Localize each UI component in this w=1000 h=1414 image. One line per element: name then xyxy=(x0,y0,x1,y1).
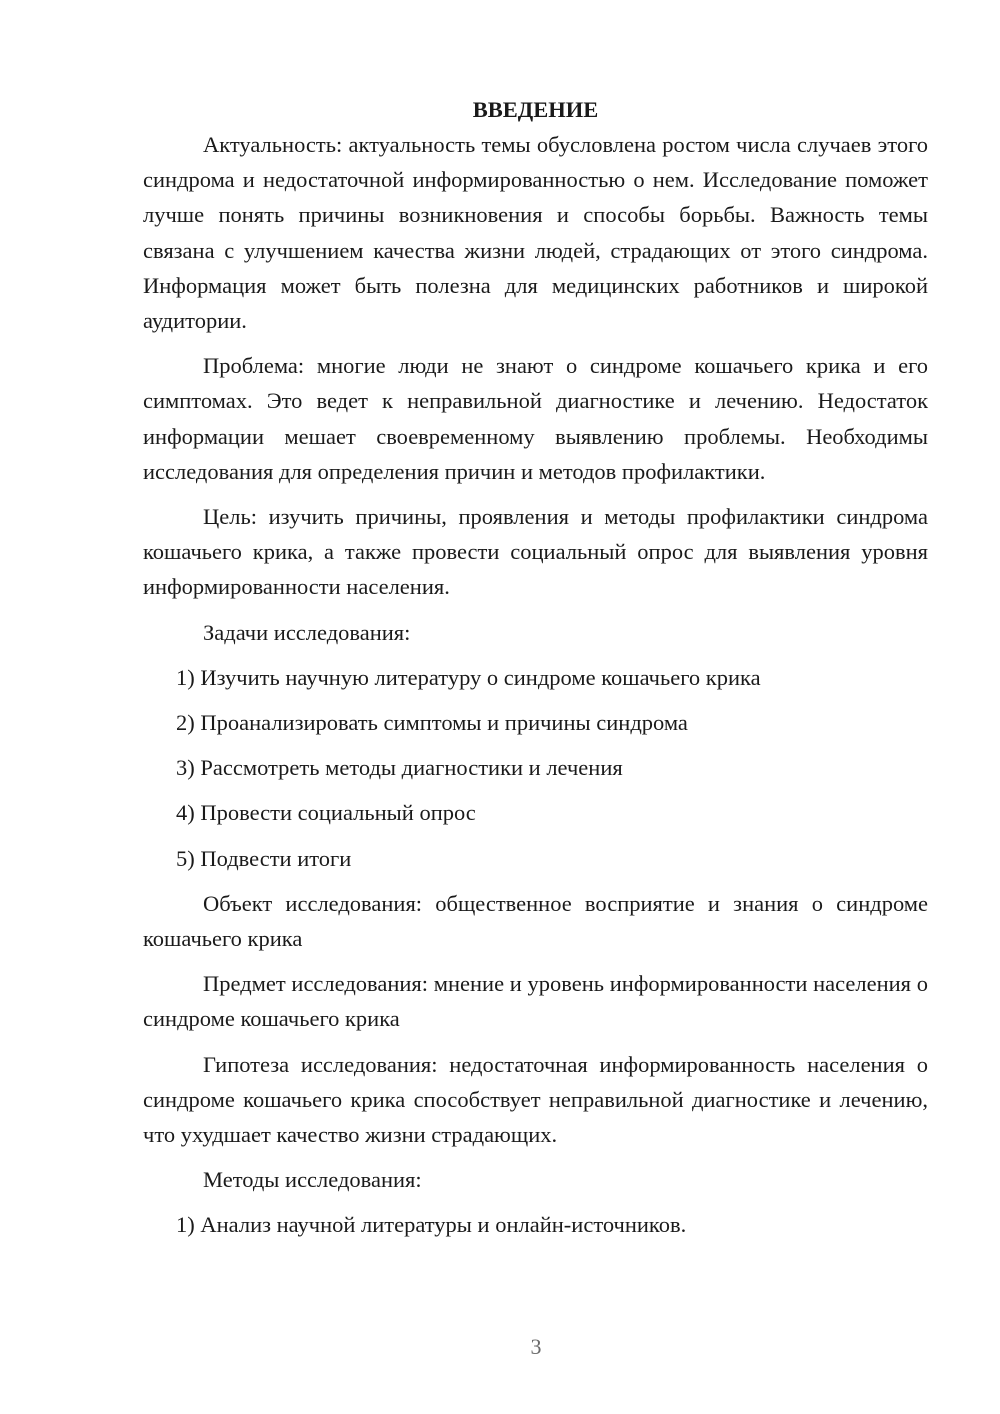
tasks-heading: Задачи исследования: xyxy=(203,619,411,645)
methods-heading: Методы исследования: xyxy=(203,1167,422,1193)
object-paragraph: Объект исследования: общественное восприятие и знания о синдроме кошачьего крика xyxy=(143,890,928,952)
problem-paragraph: Проблема: многие люди не знают о синдроме кошачьего крика и его симптомах. Это ведет к неправильной диагностике и лечению. Недостаток информации мешает своевременному выявлению проблемы. Необходимы исследования для определения причин и методов профилактики. xyxy=(143,353,928,484)
hypothesis-paragraph: Гипотеза исследования: недостаточная информированность населения о синдроме кошачьего крика способствует неправильной диагностике и лечению, что ухудшает качество жизни страдающих. xyxy=(143,1051,928,1148)
task-item: 1) Изучить научную литературу о синдроме кошачьего крика xyxy=(176,664,761,690)
page-title: ВВЕДЕНИЕ xyxy=(472,97,599,122)
page-number: 3 xyxy=(530,1334,542,1359)
methods-list xyxy=(143,1207,928,1242)
task-item: 3) Рассмотреть методы диагностики и лечения xyxy=(176,755,623,781)
subject-paragraph: Предмет исследования: мнение и уровень информированности населения о синдроме кошачьего крика xyxy=(143,971,928,1032)
task-item: 4) Провести социальный опрос xyxy=(176,800,476,826)
goal-paragraph: Цель: изучить причины, проявления и методы профилактики синдрома кошачьего крика, а также провести социальный опрос для выявления уровня информированности населения. xyxy=(143,504,928,600)
method-item: 1) Анализ научной литературы и онлайн-источников. xyxy=(176,1212,687,1238)
relevance-paragraph: Актуальность: актуальность темы обусловлена ростом числа случаев этого синдрома и недостаточной информированностью о нем. Исследование поможет лучше понять причины возникновения и способы борьбы. Важность темы связана с улучшением качества жизни людей, страдающих от этого синдрома. Информация может быть полезна для медицинских работников и широкой аудитории. xyxy=(143,132,928,334)
tasks-list xyxy=(143,660,928,876)
task-item: 2) Проанализировать симптомы и причины синдрома xyxy=(176,710,688,736)
task-item: 5) Подвести итоги xyxy=(176,845,352,871)
page-content xyxy=(143,94,928,1253)
